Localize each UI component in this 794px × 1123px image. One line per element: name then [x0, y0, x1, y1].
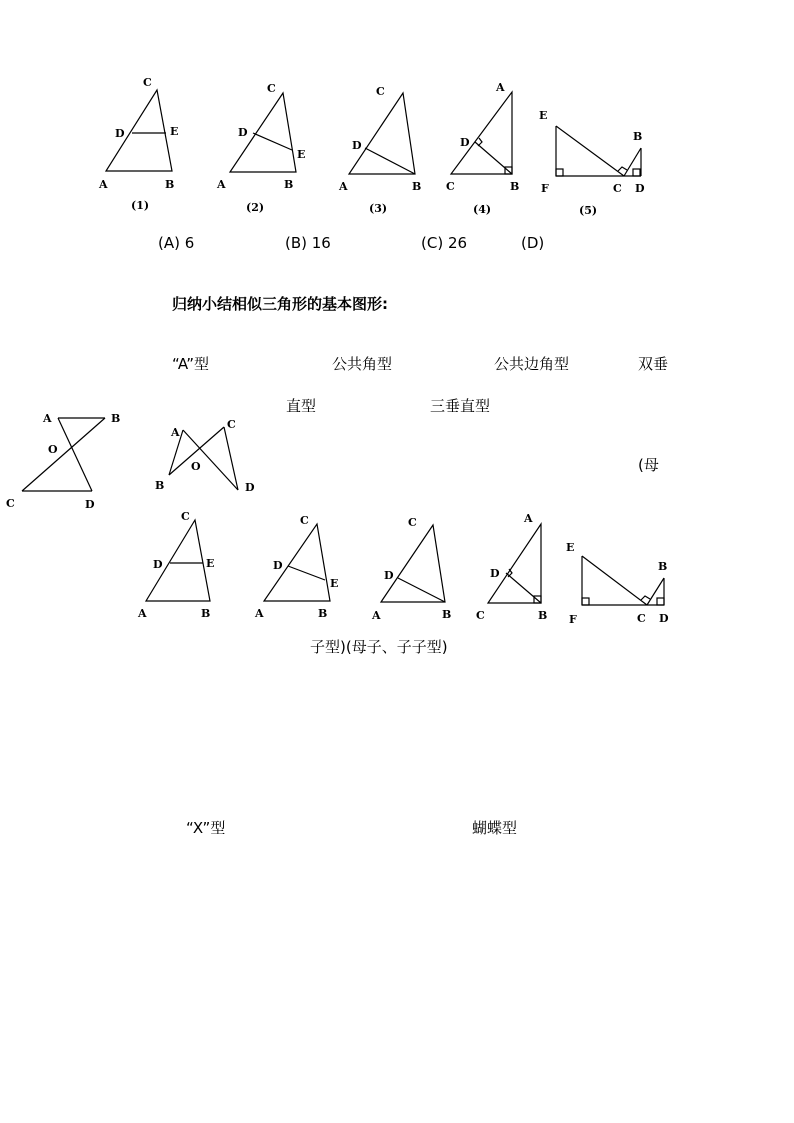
label-B: B	[442, 608, 452, 621]
label-D: D	[460, 136, 470, 149]
figure-5-repeat	[582, 556, 664, 605]
summary-heading: 归纳小结相似三角形的基本图形:	[172, 295, 389, 313]
label-A: A	[255, 607, 264, 620]
label-C: C	[267, 82, 276, 95]
label-mother-close: 子型)(母子、子子型)	[310, 638, 448, 656]
label-E: E	[297, 148, 306, 161]
label-D: D	[490, 567, 500, 580]
caption-3: (3)	[369, 202, 388, 215]
label-A: A	[171, 426, 180, 439]
caption-4: (4)	[473, 203, 492, 216]
label-A: A	[496, 81, 505, 94]
label-type-a: “A”型	[172, 355, 210, 373]
figure-4-repeat	[488, 524, 541, 603]
choice-a: (A) 6	[158, 234, 195, 252]
label-C: C	[181, 510, 190, 523]
figure-3-repeat	[381, 525, 445, 602]
label-C: C	[637, 612, 646, 625]
label-B: B	[412, 180, 422, 193]
label-A: A	[372, 609, 381, 622]
label-C: C	[408, 516, 417, 529]
caption-2: (2)	[246, 201, 265, 214]
label-B: B	[155, 479, 165, 492]
label-C: C	[376, 85, 385, 98]
label-D: D	[635, 182, 645, 195]
choice-d: (D)	[521, 234, 545, 252]
label-common-side: 公共边角型	[494, 355, 570, 373]
label-F: F	[541, 182, 549, 195]
label-C: C	[227, 418, 236, 431]
label-B: B	[633, 130, 643, 143]
figure-x-type	[22, 418, 105, 491]
label-C: C	[143, 76, 152, 89]
label-D: D	[115, 127, 125, 140]
label-D: D	[245, 481, 255, 494]
label-A: A	[99, 178, 108, 191]
label-B: B	[510, 180, 520, 193]
label-A: A	[524, 512, 533, 525]
label-A: A	[339, 180, 348, 193]
label-A: A	[138, 607, 147, 620]
label-O: O	[191, 460, 201, 473]
figure-5	[556, 126, 641, 176]
label-C: C	[6, 497, 15, 510]
label-B: B	[284, 178, 294, 191]
label-D: D	[85, 498, 95, 511]
label-butterfly: 蝴蝶型	[472, 819, 518, 837]
caption-5: (5)	[579, 204, 598, 217]
label-D: D	[352, 139, 362, 152]
label-E: E	[206, 557, 215, 570]
label-D: D	[659, 612, 669, 625]
label-B: B	[201, 607, 211, 620]
label-B: B	[165, 178, 175, 191]
caption-1: (1)	[131, 199, 150, 212]
label-double-perp-2: 直型	[286, 397, 317, 415]
label-common-angle: 公共角型	[332, 355, 393, 373]
figure-3	[349, 93, 415, 174]
choice-b: (B) 16	[285, 234, 331, 252]
label-C: C	[446, 180, 455, 193]
label-E: E	[330, 577, 339, 590]
label-B: B	[318, 607, 328, 620]
label-E: E	[170, 125, 179, 138]
label-A: A	[217, 178, 226, 191]
label-D: D	[273, 559, 283, 572]
label-D: D	[238, 126, 248, 139]
label-D: D	[153, 558, 163, 571]
label-double-perp-1: 双垂	[638, 355, 669, 373]
label-B: B	[538, 609, 548, 622]
label-triple-perp: 三垂直型	[430, 397, 491, 415]
label-O: O	[48, 443, 58, 456]
label-mother-open: (母	[638, 456, 659, 474]
label-C: C	[300, 514, 309, 527]
label-type-x: “X”型	[186, 819, 226, 837]
label-F: F	[569, 613, 577, 626]
label-D: D	[384, 569, 394, 582]
label-A: A	[43, 412, 52, 425]
label-C: C	[613, 182, 622, 195]
label-B: B	[111, 412, 121, 425]
label-E: E	[566, 541, 575, 554]
label-E: E	[539, 109, 548, 122]
label-C: C	[476, 609, 485, 622]
figure-4	[451, 92, 512, 174]
label-B: B	[658, 560, 668, 573]
choice-c: (C) 26	[421, 234, 468, 252]
